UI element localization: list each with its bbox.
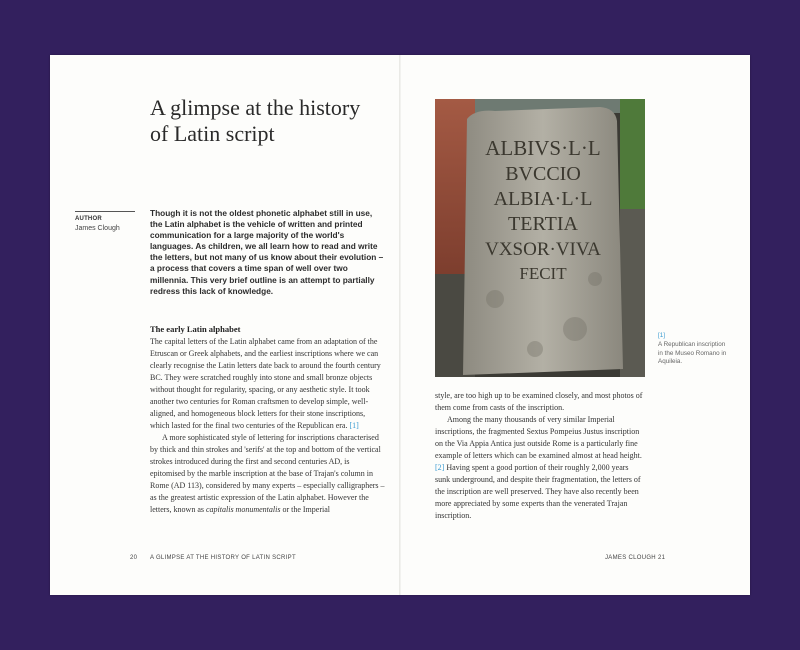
figure-ref-1[interactable]: [1] — [349, 421, 359, 430]
book-spread — [50, 55, 750, 595]
author-name: James Clough — [75, 225, 120, 232]
italic-term: capitalis monumentalis — [206, 505, 281, 514]
inscription-line-1: ALBIVS·L·L — [485, 136, 601, 160]
inscription-line-5: VXSOR·VIVA — [485, 239, 601, 260]
figure-caption — [658, 332, 730, 367]
title-line-1: A glimpse at the history — [150, 95, 361, 120]
right-paragraph-1: style, are too high up to be examined closely, and most photos of them come from casts of the inscription. — [435, 391, 643, 412]
right-page-number: 21 — [658, 555, 666, 561]
right-running-head: JAMES CLOUGH — [605, 555, 656, 561]
author-rule — [75, 211, 135, 212]
inscription-line-4: TERTIA — [508, 213, 578, 235]
caption-text: A Republican inscription in the Museo Romano in Aquileia. — [658, 341, 727, 366]
title-line-2: of Latin script — [150, 121, 275, 146]
left-running-head: A GLIMPSE AT THE HISTORY OF LATIN SCRIPT — [150, 555, 296, 561]
left-paragraph-1 — [150, 336, 385, 432]
left-page-number: 20 — [130, 555, 138, 561]
page-title — [150, 95, 390, 147]
inscription-line-2: BVCCIO — [505, 163, 581, 185]
section-heading: The early Latin alphabet — [150, 324, 241, 334]
figure-ref-2[interactable]: [2] — [435, 463, 445, 472]
inscription-photo-svg — [435, 99, 645, 377]
inscription-line-6: FECIT — [519, 264, 567, 283]
left-paragraph-2 — [150, 432, 385, 516]
left-paragraph-2-text: A more sophisticated style of lettering for inscriptions characterised by thick and thin strokes and 'serifs' at the top and bottom of the vertical strokes introduced during the first and second centuries AD, is epitomised by the marble inscription at the base of Trajan's column in Rome (AD 113), considered by many experts – especially calligraphers – as the greatest artistic expression of the Latin alphabet. However the letters, known as — [150, 433, 385, 514]
right-paragraph-2-end: Having spent a good portion of their roughly 2,000 years sunk underground, and despite their fragmentation, the letters of the inscription are well preserved. They have also recently been more appreciated by some experts than the venerated Trajan inscription. — [435, 463, 641, 520]
author-label: AUTHOR — [75, 216, 102, 222]
right-paragraph-2 — [435, 414, 645, 522]
right-body-text — [435, 390, 645, 522]
left-body-text — [150, 336, 385, 516]
inscription-line-3: ALBIA·L·L — [493, 188, 593, 210]
left-paragraph-1-text: The capital letters of the Latin alphabet came from an adaptation of the Etruscan or Greek alphabets, and the earliest inscriptions where we can clearly recognise the Latin letters date back to around the fourth century BC. They were scratched roughly into stone and small bronze objects without thought for regularity, spacing, or any aesthetic style. It took another two centuries for Roman craftsmen to develop simple, well-aligned, and homogeneous block letters for their stone inscriptions, which lasted for the final two centuries of the Republican era. — [150, 337, 381, 430]
intro-paragraph: Though it is not the oldest phonetic alphabet still in use, the Latin alphabet is the vehicle of written and printed communication for a large majority of the world's languages. As children, we all learn how to read and write the letters, but not many of us know about their evolution – a process that covers a time span of well over two millennia. This very brief outline is an attempt to partially redress this lack of knowledge. — [150, 208, 384, 296]
right-paragraph-2-text: Among the many thousands of very similar Imperial inscriptions, the fragmented Sextus Pompeius Justus inscription on the Via Appia Antica just outside Rome is a particularly fine example of letters which can be examined almost at head height. — [435, 415, 642, 460]
left-paragraph-2-end: or the Imperial — [280, 505, 330, 514]
inscription-photo — [435, 99, 645, 377]
caption-number: [1] — [658, 332, 666, 339]
gutter — [399, 55, 401, 595]
